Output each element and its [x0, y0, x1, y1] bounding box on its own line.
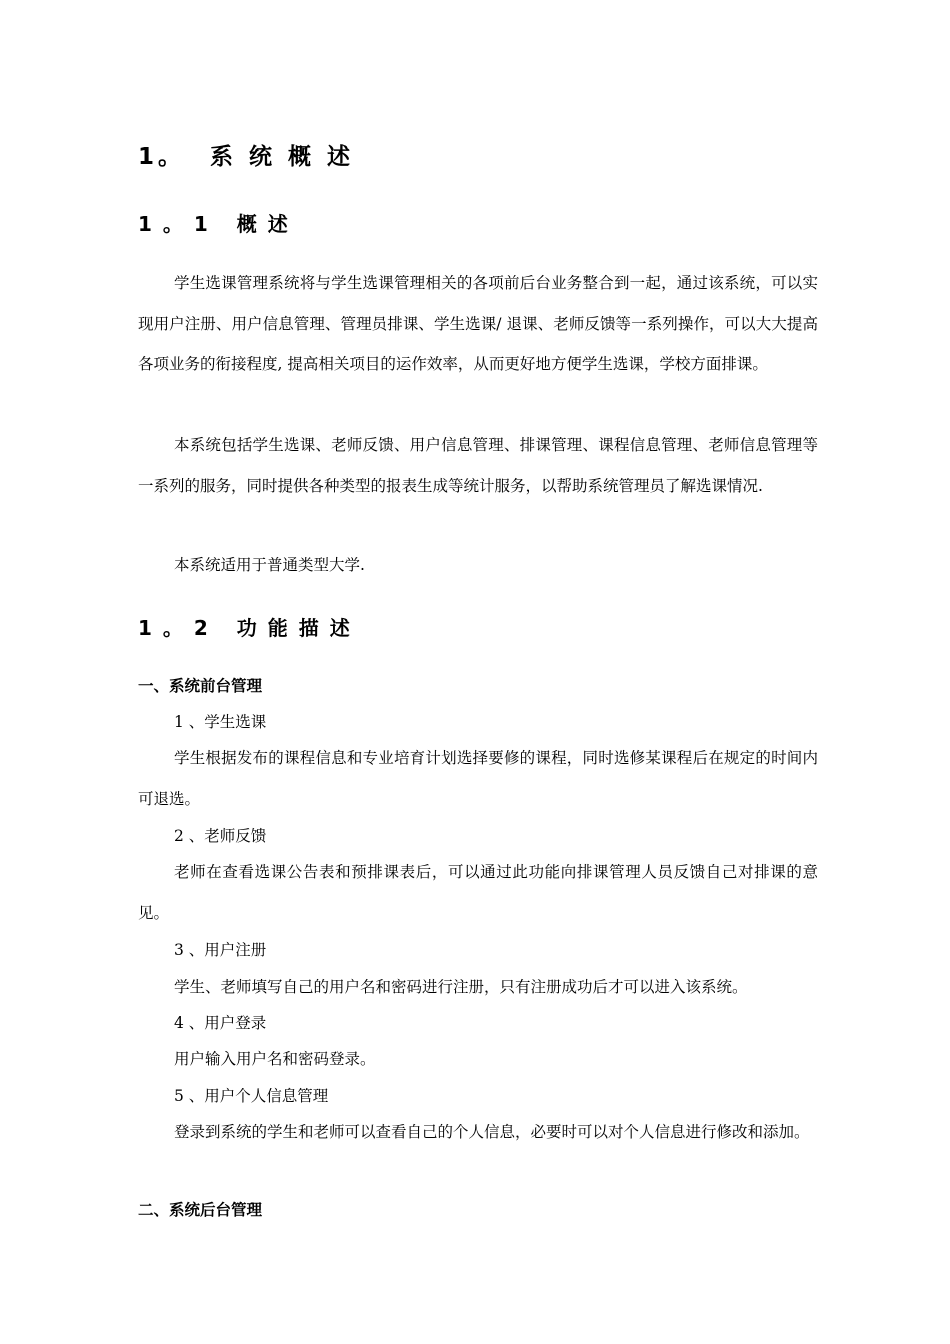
function-item-label: 2 、老师反馈 [174, 827, 267, 845]
function-item-desc: 登录到系统的学生和老师可以查看自己的个人信息，必要时可以对个人信息进行修改和添加。 [174, 1123, 810, 1141]
function-item-label: 5 、用户个人信息管理 [174, 1087, 329, 1105]
function-item-desc: 用户输入用户名和密码登录。 [174, 1050, 376, 1068]
back-management-title: 二、系统后台管理 [138, 1201, 263, 1219]
overview-paragraph-3: 本系统适用于普通类型大学. [174, 556, 365, 574]
overview-paragraph-2: 本系统包括学生选课、老师反馈、用户信息管理、排课管理、课程信息管理、老师信息管理等一系列的服务，同时提供各种类型的报表生成等统计服务，以帮助系统管理员了解选课情况. [138, 436, 818, 495]
overview-paragraph-1: 学生选课管理系统将与学生选课管理相关的各项前后台业务整合到一起，通过该系统，可以实现用户注册、用户信息管理、管理员排课、学生选课/ 退课、老师反馈等一系列操作，可以大大提高各项业务的衔接程度, 提高相关项目的运作效率，从而更好地方便学生选课，学校方面排课。 [138, 274, 818, 373]
function-item-label: 4 、用户登录 [174, 1014, 267, 1032]
function-item-desc: 学生根据发布的课程信息和专业培育计划选择要修的课程，同时选修某课程后在规定的时间内可退选。 [138, 749, 818, 808]
function-item-label: 3 、用户注册 [174, 941, 267, 959]
function-item-desc: 学生、老师填写自己的用户名和密码进行注册，只有注册成功后才可以进入该系统。 [174, 978, 748, 996]
front-management-title: 一、系统前台管理 [138, 677, 263, 695]
chapter-title: 系 统 概 述 [210, 144, 355, 170]
section-heading-overview: 1。1 概述 [138, 212, 299, 236]
section-heading-functions: 1。2 功能描述 [138, 616, 361, 640]
chapter-number: 1。 [138, 144, 186, 170]
chapter-heading [138, 138, 354, 171]
function-item-desc: 老师在查看选课公告表和预排课表后，可以通过此功能向排课管理人员反馈自己对排课的意见。 [138, 863, 818, 922]
function-item-label: 1 、学生选课 [174, 713, 267, 731]
